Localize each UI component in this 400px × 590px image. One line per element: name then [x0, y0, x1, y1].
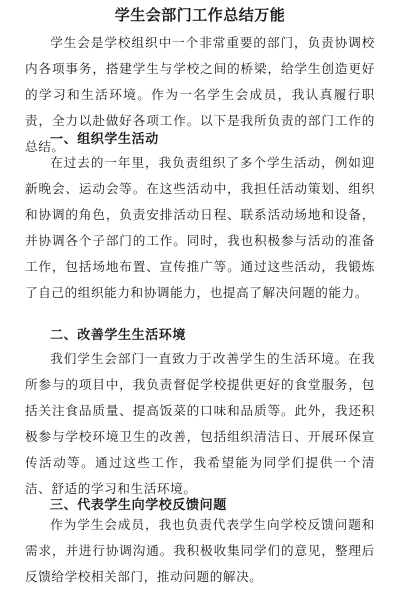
- intro-paragraph: 学生会是学校组织中一个非常重要的部门，负责协调校内各项事务，搭建学生与学校之间的桥梁，给学生创造更好的学习和生活环境。作为一名学生会成员，我认真履行职责，全力以赴做好各项工作。以下是我所负责的部门工作的总结。: [25, 35, 375, 155]
- section-heading-3: 三、代表学生向学校反馈问题: [50, 498, 227, 513]
- section-heading-2: 二、改善学生生活环境: [50, 328, 187, 343]
- document-title: 学生会部门工作总结万能: [114, 6, 286, 24]
- section-heading-1: 一、组织学生活动: [50, 132, 159, 147]
- section-body-2: 我们学生会部门一直致力于改善学生的生活环境。在我所参与的项目中，我负责督促学校提供更好的食堂服务，包括关注食品质量、提高饭菜的口味和品质等。此外，我还积极参与学校环境卫生的改善，包括组织清洁日、开展环保宣传活动等。通过这些工作，我希望能为同学们提供一个清洁、舒适的学习和生活环境。: [25, 351, 375, 497]
- section-body-3: 作为学生会成员，我也负责代表学生向学校反馈问题和需求，并进行协调沟通。我积极收集同学们的意见，整理后反馈给学校相关部门，推动问题的解决。: [25, 517, 375, 585]
- section-body-1: 在过去的一年里，我负责组织了多个学生活动，例如迎新晚会、运动会等。在这些活动中，我担任活动策划、组织和协调的角色，负责安排活动日程、联系活动场地和设备，并协调各个子部门的工作。同时，我也积极参与活动的准备工作，包括场地布置、宣传推广等。通过这些活动，我锻炼了自己的组织能力和协调能力，也提高了解决问题的能力。: [25, 155, 375, 301]
